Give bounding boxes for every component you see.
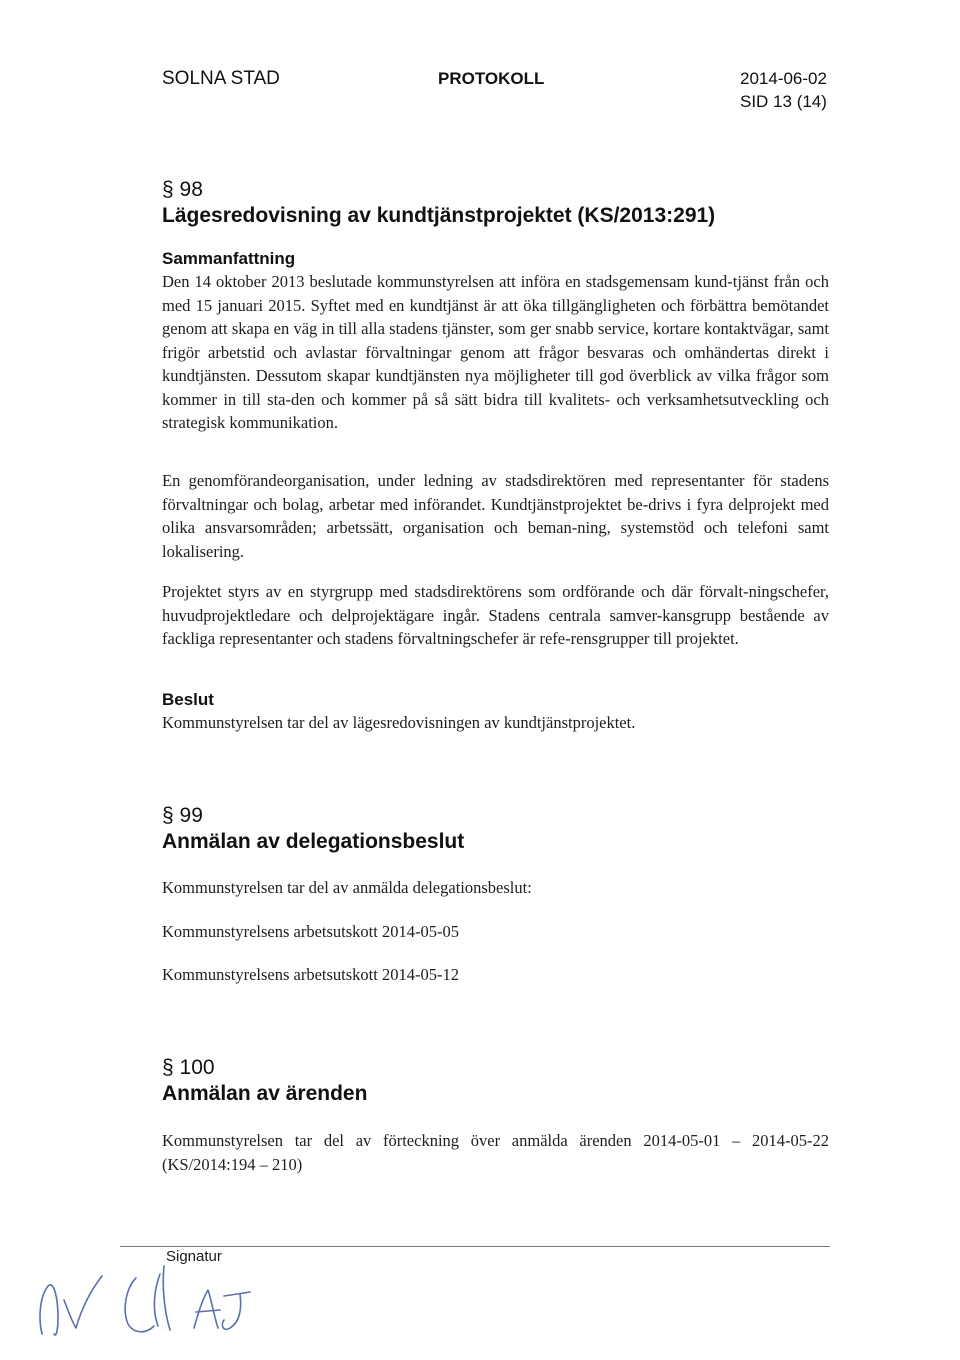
document-type: PROTOKOLL <box>438 69 545 88</box>
page-number: SID 13 (14) <box>740 92 827 111</box>
handwritten-initials <box>28 1238 288 1348</box>
section-98-number: § 98 <box>162 178 203 201</box>
delegation-item-1: Kommunstyrelsens arbetsutskott 2014-05-05 <box>162 922 459 941</box>
section-99-number: § 99 <box>162 804 203 827</box>
document-date: 2014-06-02 <box>740 69 827 88</box>
decision-heading: Beslut <box>162 690 214 709</box>
summary-heading: Sammanfattning <box>162 249 296 268</box>
summary-paragraph-2: En genomförandeorganisation, under ledning av stadsdirektören med representanter för stadens förvaltningar och bolag, arbetar med införandet. Kundtjänstprojektet be-drivs i fyra delprojekt med olika ansvarsområden; arbetssätt, organisation och beman-ning, systemstöd och telefoni samt lokalisering. <box>162 471 829 561</box>
section-99-title: Anmälan av delegationsbeslut <box>162 830 465 853</box>
summary-paragraph-3: Projektet styrs av en styrgrupp med stadsdirektörens som ordförande och där förvalt-ningschefer, huvudprojektledare och delprojektägare ingår. Stadens centrala samver-kansgrupp bestående av fackliga representanter och stadens förvaltningschefer är refe-rensgrupper till projektet. <box>162 582 829 648</box>
section-100-text: Kommunstyrelsen tar del av förteckning över anmälda ärenden 2014-05-01 – 2014-05-22 (KS/2014:194 – 210) <box>162 1131 829 1174</box>
section-100-number: § 100 <box>162 1056 215 1079</box>
summary-paragraph-1: Den 14 oktober 2013 beslutade kommunstyrelsen att införa en stadsgemensam kund-tjänst från och med 15 januari 2015. Syftet med en kundtjänst är att öka tillgängligheten och förbättra bemötandet genom att skapa en väg in till alla stadens tjänster, som ger snabb service, kortare kontaktvägar, samt frigör arbetstid och avlastar förvaltningar genom att frågor besvaras och omhändertas direkt i kundtjänsten. Dessutom skapar kundtjänsten nya möjligheter till god överblick av vilka frågor som kommer in till sta-den och kommer på så sätt bidra till kvalitets- och verksamhetsutveckling och strategisk kommunikation. <box>162 272 829 432</box>
section-98-title: Lägesredovisning av kundtjänstprojektet (KS/2013:291) <box>162 204 716 227</box>
delegation-item-2: Kommunstyrelsens arbetsutskott 2014-05-12 <box>162 965 459 984</box>
signature-label: Signatur <box>166 1248 222 1265</box>
decision-text: Kommunstyrelsen tar del av lägesredovisningen av kundtjänstprojektet. <box>162 713 636 732</box>
organization-name: SOLNA STAD <box>162 68 280 89</box>
section-99-intro: Kommunstyrelsen tar del av anmälda delegationsbeslut: <box>162 878 532 897</box>
section-100-title: Anmälan av ärenden <box>162 1082 368 1105</box>
